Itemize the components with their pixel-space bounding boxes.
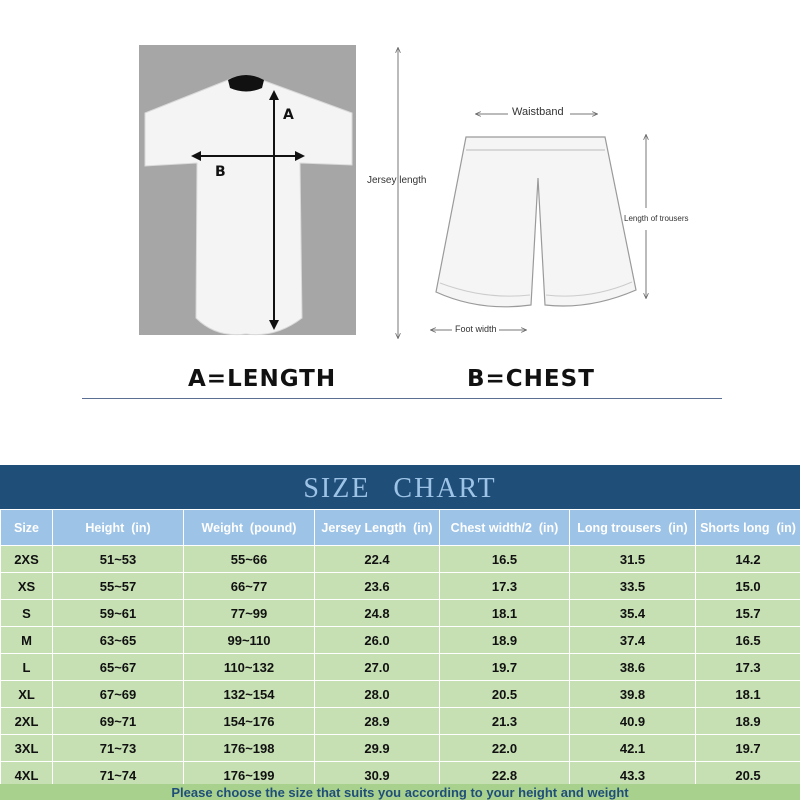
table-row [1,600,800,627]
cell-chest-width: 17.3 [440,573,570,600]
cell-height: 65~67 [53,654,184,681]
column-header-shorts-long: Shorts long (in) [696,510,800,546]
table-row [1,681,800,708]
cell-jersey-length: 28.9 [315,708,440,735]
size-chart-table [0,509,800,789]
caption-length: A=LENGTH [188,366,337,392]
cell-jersey-length: 28.0 [315,681,440,708]
size-chart [0,465,800,800]
jersey-letter-b: B [215,164,226,180]
cell-weight: 176~198 [184,735,315,762]
cell-jersey-length: 24.8 [315,600,440,627]
column-header-weight: Weight (pound) [184,510,315,546]
size-chart-title: SIZE CHART [0,465,800,509]
cell-height: 67~69 [53,681,184,708]
cell-weight: 99~110 [184,627,315,654]
trousers-length-label: Length of trousers [624,214,689,223]
cell-height: 63~65 [53,627,184,654]
cell-shorts-long: 14.2 [696,546,800,573]
caption-chest: B=CHEST [467,366,595,392]
cell-long-trousers: 31.5 [570,546,696,573]
cell-jersey-length: 22.4 [315,546,440,573]
column-header-height: Height (in) [53,510,184,546]
column-header-jersey-length: Jersey Length (in) [315,510,440,546]
cell-height: 51~53 [53,546,184,573]
cell-height: 71~73 [53,735,184,762]
jersey-letter-a: A [283,107,294,123]
cell-shorts-long: 15.0 [696,573,800,600]
table-row [1,708,800,735]
cell-long-trousers: 40.9 [570,708,696,735]
cell-size: XS [1,573,53,600]
cell-jersey-length: 23.6 [315,573,440,600]
cell-size: 2XS [1,546,53,573]
cell-shorts-long: 19.7 [696,735,800,762]
cell-size: S [1,600,53,627]
cell-chest-width: 22.8 [440,762,570,789]
foot-width-label: Foot width [455,324,497,334]
cell-jersey-length: 26.0 [315,627,440,654]
cell-size: XL [1,681,53,708]
cell-long-trousers: 35.4 [570,600,696,627]
shorts-illustration [436,137,636,307]
cell-weight: 77~99 [184,600,315,627]
cell-chest-width: 19.7 [440,654,570,681]
cell-size: 4XL [1,762,53,789]
cell-shorts-long: 18.9 [696,708,800,735]
table-row [1,546,800,573]
cell-shorts-long: 16.5 [696,627,800,654]
cell-height: 71~74 [53,762,184,789]
cell-shorts-long: 18.1 [696,681,800,708]
table-row [1,735,800,762]
cell-chest-width: 18.1 [440,600,570,627]
cell-weight: 154~176 [184,708,315,735]
waistband-label: Waistband [512,106,564,118]
cell-shorts-long: 20.5 [696,762,800,789]
cell-weight: 66~77 [184,573,315,600]
cell-weight: 132~154 [184,681,315,708]
cell-size: L [1,654,53,681]
cell-chest-width: 21.3 [440,708,570,735]
cell-height: 55~57 [53,573,184,600]
cell-long-trousers: 43.3 [570,762,696,789]
cell-chest-width: 16.5 [440,546,570,573]
cell-chest-width: 20.5 [440,681,570,708]
cell-height: 69~71 [53,708,184,735]
cell-jersey-length: 29.9 [315,735,440,762]
column-header-long-trousers: Long trousers (in) [570,510,696,546]
cell-weight: 110~132 [184,654,315,681]
table-row [1,573,800,600]
cell-chest-width: 22.0 [440,735,570,762]
column-header-chest-width: Chest width/2 (in) [440,510,570,546]
cell-jersey-length: 30.9 [315,762,440,789]
cell-shorts-long: 15.7 [696,600,800,627]
cell-weight: 176~199 [184,762,315,789]
cell-long-trousers: 33.5 [570,573,696,600]
cell-long-trousers: 38.6 [570,654,696,681]
caption-divider [82,398,722,399]
cell-size: 3XL [1,735,53,762]
cell-jersey-length: 27.0 [315,654,440,681]
cell-long-trousers: 37.4 [570,627,696,654]
cell-chest-width: 18.9 [440,627,570,654]
table-row [1,627,800,654]
jersey-length-label: Jersey length [367,175,427,186]
cell-size: M [1,627,53,654]
cell-height: 59~61 [53,600,184,627]
cell-size: 2XL [1,708,53,735]
column-header-size: Size [1,510,53,546]
cell-long-trousers: 39.8 [570,681,696,708]
size-chart-footer: Please choose the size that suits you according to your height and weight [0,784,800,800]
size-chart-header-row [1,510,800,546]
cell-shorts-long: 17.3 [696,654,800,681]
cell-weight: 55~66 [184,546,315,573]
table-row [1,654,800,681]
size-chart-body [1,546,800,789]
cell-long-trousers: 42.1 [570,735,696,762]
